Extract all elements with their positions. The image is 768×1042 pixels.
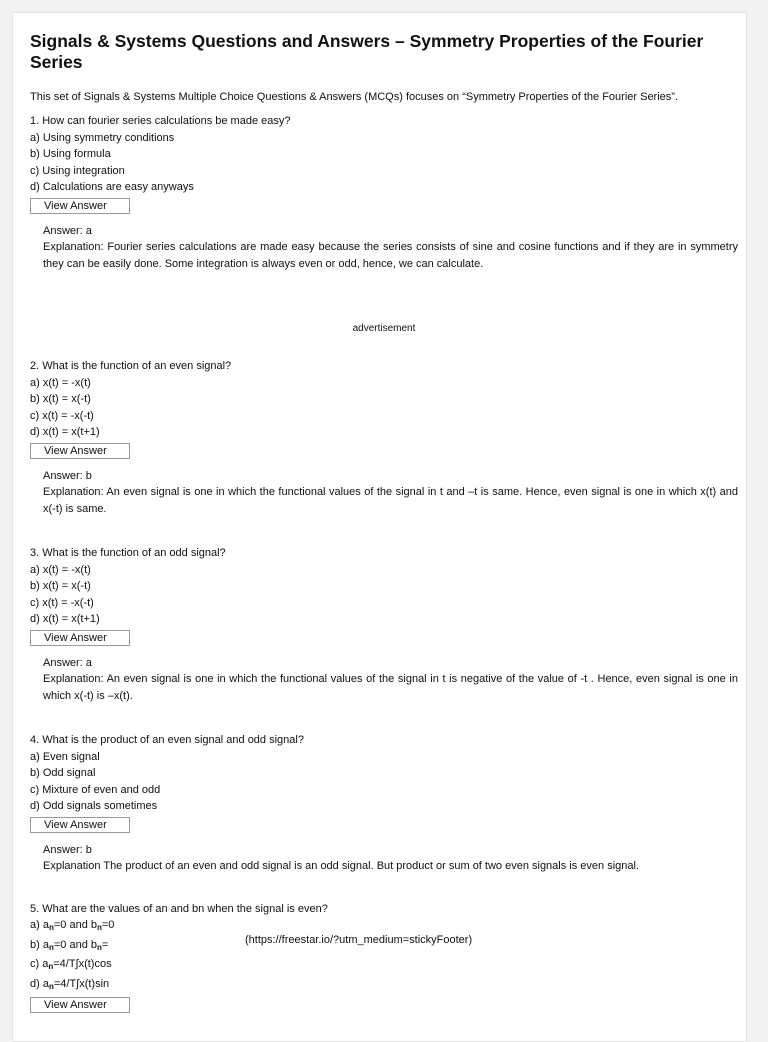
view-answer-button-3[interactable]: View Answer [30, 630, 130, 646]
article-page [12, 12, 747, 1042]
option-a: a) Even signal [30, 750, 100, 763]
explanation-text: Explanation The product of an even and odd signal is an odd signal. But product or sum of two even signals is even signal. [43, 860, 640, 872]
option-c: c) Mixture of even and odd [30, 783, 161, 796]
question-text: 1. How can fourier series calculations be made easy? [30, 115, 291, 127]
option-c: c) Using integration [30, 164, 125, 177]
explanation-text: Explanation: An even signal is one in which the functional values of the signal in t and –t is same. Hence, even signal is one in which x(t) and x(-t) is same. [43, 486, 738, 515]
explanation-text: Explanation: Fourier series calculations are made easy because the series consists of sine and cosine functions and if they are in symmetry they can be easily done. Some integration is always even or odd, hence, we can calculate. [43, 241, 738, 270]
answer-panel-3 [30, 655, 738, 705]
view-answer-button-2[interactable]: View Answer [30, 443, 130, 459]
question-text: 4. What is the product of an even signal and odd signal? [30, 734, 304, 746]
explanation-text: Explanation: An even signal is one in which the functional values of the signal in t is negative of the value of -t . Hence, even signal is one in which x(-t) is –x(t). [43, 673, 738, 702]
option-c: c) x(t) = -x(-t) [30, 596, 94, 609]
option-b: b) Odd signal [30, 767, 96, 779]
question-text: 2. What is the function of an even signal? [30, 360, 232, 372]
answer-text: Answer: b [43, 843, 92, 856]
option-b: b) $a_n=0$ and $b_n=$ [30, 938, 109, 952]
page-title: Signals & Systems Questions and Answers – Symmetry Properties of the Fourier Series [30, 31, 704, 72]
option-a: a) $a_n=0$ and $b_n=0$ [30, 919, 115, 932]
answer-text: Answer: a [43, 656, 92, 669]
option-c: c) x(t) = -x(-t) [30, 409, 94, 422]
option-d: d) Odd signals sometimes [30, 800, 158, 812]
question-block-4 [30, 732, 738, 875]
question-block-2 [30, 358, 738, 517]
option-b: b) x(t) = x(-t) [30, 580, 91, 592]
spacer [30, 875, 738, 901]
option-b: b) x(t) = x(-t) [30, 393, 91, 405]
answer-text: Answer: b [43, 469, 92, 482]
option-d: d) x(t) = x(t+1) [30, 613, 100, 625]
question-text: 3. What is the function of an odd signal? [30, 547, 226, 559]
option-a: a) x(t) = -x(t) [30, 376, 91, 389]
option-b: b) Using formula [30, 148, 111, 160]
spacer [30, 704, 738, 732]
answer-panel-4 [30, 842, 738, 875]
option-d: d) x(t) = x(t+1) [30, 426, 100, 438]
question-block-3 [30, 545, 738, 704]
view-answer-button-4[interactable]: View Answer [30, 817, 130, 833]
option-a: a) Using symmetry conditions [30, 131, 175, 144]
freestar-sticky-footer-link[interactable]: (https://freestar.io/?utm_medium=stickyFooter) [245, 934, 473, 946]
question-block-1 [30, 113, 738, 272]
option-c: c) $a_n=4/T\int x(t)\cos$ [30, 958, 112, 971]
answer-text: Answer: a [43, 224, 92, 237]
intro-text: This set of Signals & Systems Multiple Choice Questions & Answers (MCQs) focuses on “Symmetry Properties of the Fourier Series”. [30, 91, 679, 103]
spacer [30, 517, 738, 545]
view-answer-button-5[interactable]: View Answer [30, 997, 130, 1013]
question-block-5 [30, 901, 738, 1023]
option-d: d) $a_n=4/T\int x(t)\sin$ [30, 977, 110, 991]
question-text: 5. What are the values of an and bn when the signal is even? [30, 902, 328, 915]
view-answer-button-1[interactable]: View Answer [30, 198, 130, 214]
advertisement-label: advertisement [352, 323, 416, 334]
answer-panel-2 [30, 468, 738, 518]
answer-panel-1 [30, 223, 738, 273]
option-a: a) x(t) = -x(t) [30, 563, 91, 576]
option-d: d) Calculations are easy anyways [30, 181, 194, 193]
